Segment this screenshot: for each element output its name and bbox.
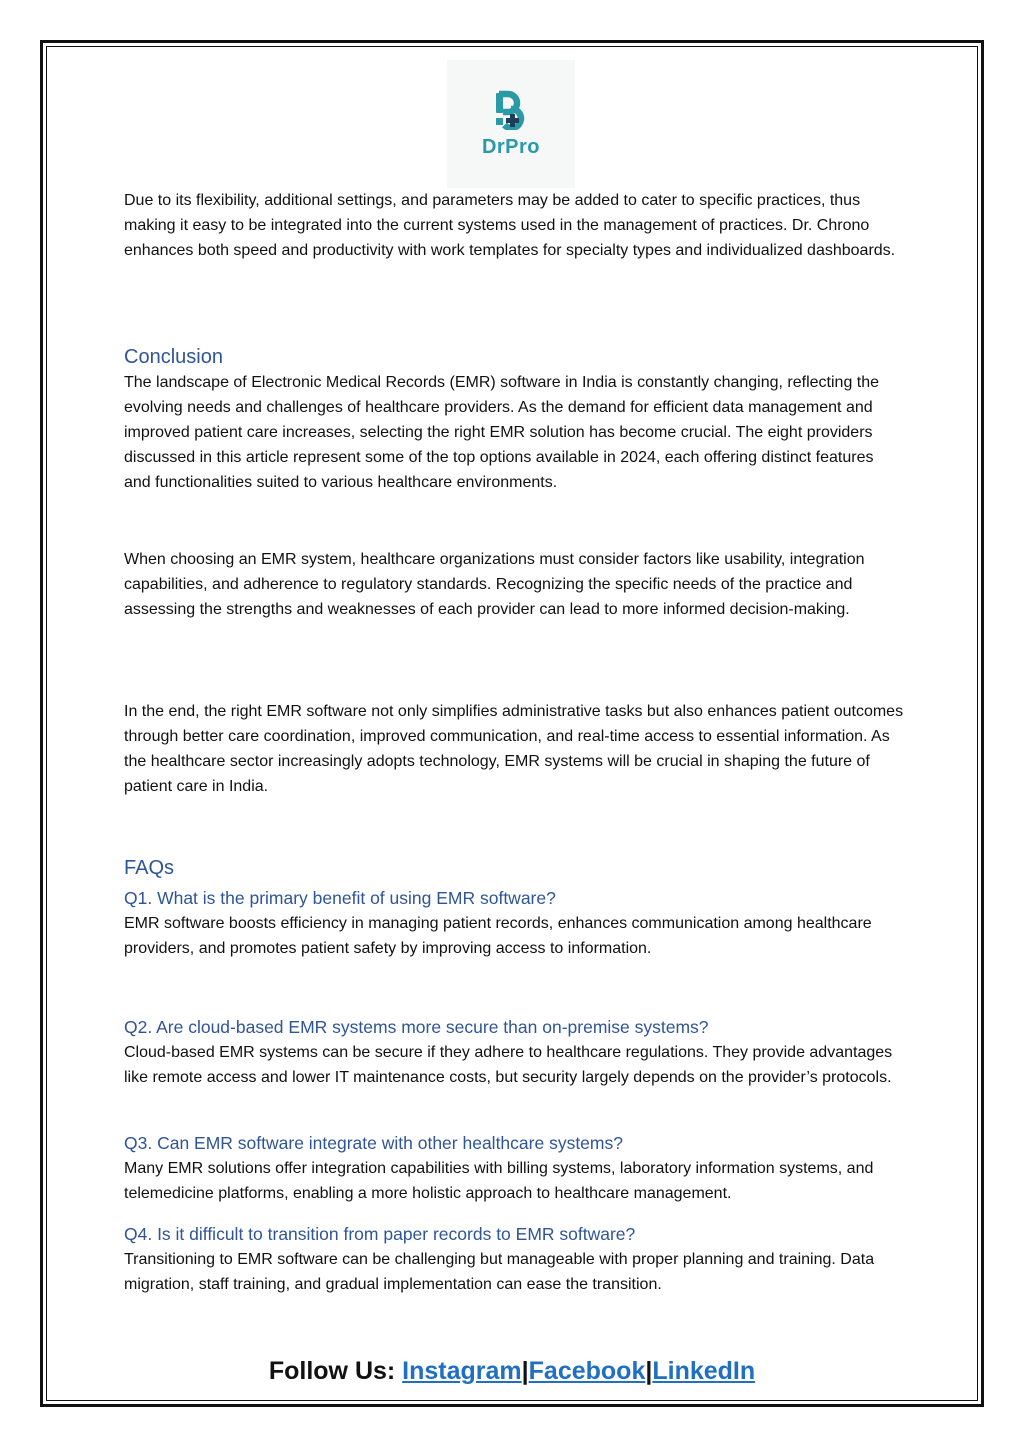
- faqs-heading: FAQs: [124, 857, 175, 879]
- conclusion-paragraph-2: When choosing an EMR system, healthcare organizations must consider factors like usability, integration capabilities, and adherence to regulatory standards. Recognizing the specific needs of the practice and assessing the strengths and weaknesses of each provider can lead to more informed decision-making.: [124, 551, 865, 618]
- faq-answer-4: Transitioning to EMR software can be challenging but manageable with proper planning and training. Data migration, staff training, and gradual implementation can ease the transition.: [124, 1251, 875, 1293]
- faq-question-2: Q2. Are cloud-based EMR systems more secure than on-premise systems?: [124, 1017, 709, 1037]
- follow-us-footer: [0, 1356, 1024, 1386]
- intro-paragraph: Due to its flexibility, additional settings, and parameters may be added to cater to specific practices, thus making it easy to be integrated into the current systems used in the management of practices. Dr. Chrono enhances both speed and productivity with work templates for specialty types and individualized dashboards.: [124, 192, 896, 259]
- footer-separator: |: [645, 1357, 653, 1385]
- follow-us-label: Follow Us:: [268, 1357, 403, 1385]
- facebook-link[interactable]: Facebook: [528, 1357, 646, 1385]
- conclusion-paragraph-1: The landscape of Electronic Medical Records (EMR) software in India is constantly changing, reflecting the evolving needs and challenges of healthcare providers. As the demand for efficient data management and improved patient care increases, selecting the right EMR solution has become crucial. The eight providers discussed in this article represent some of the top options available in 2024, each offering distinct features and functionalities suited to various healthcare environments.: [124, 374, 880, 491]
- drpro-logo: [447, 60, 575, 188]
- logo-wordmark: DrPro: [481, 136, 541, 158]
- faq-question-4: Q4. Is it difficult to transition from paper records to EMR software?: [124, 1224, 636, 1244]
- faq-question-1: Q1. What is the primary benefit of using EMR software?: [124, 888, 556, 908]
- faq-question-3: Q3. Can EMR software integrate with other healthcare systems?: [124, 1133, 623, 1153]
- faq-answer-2: Cloud-based EMR systems can be secure if they adhere to healthcare regulations. They provide advantages like remote access and lower IT maintenance costs, but security largely depends on the provider’s protocols.: [124, 1044, 893, 1086]
- footer-separator: |: [521, 1357, 529, 1385]
- instagram-link[interactable]: Instagram: [402, 1357, 522, 1385]
- faq-answer-1: EMR software boosts efficiency in managing patient records, enhances communication among healthcare providers, and promotes patient safety by improving access to information.: [124, 915, 872, 957]
- conclusion-paragraph-3: In the end, the right EMR software not only simplifies administrative tasks but also enhances patient outcomes through better care coordination, improved communication, and real-time access to essential information. As the healthcare sector increasingly adopts technology, EMR systems will be crucial in shaping the future of patient care in India.: [124, 703, 904, 795]
- linkedin-link[interactable]: LinkedIn: [652, 1357, 756, 1385]
- drpro-logo-icon: [493, 90, 529, 130]
- faq-answer-3: Many EMR solutions offer integration capabilities with billing systems, laboratory information systems, and telemedicine platforms, enabling a more holistic approach to healthcare management.: [124, 1160, 874, 1202]
- conclusion-heading: Conclusion: [124, 346, 223, 368]
